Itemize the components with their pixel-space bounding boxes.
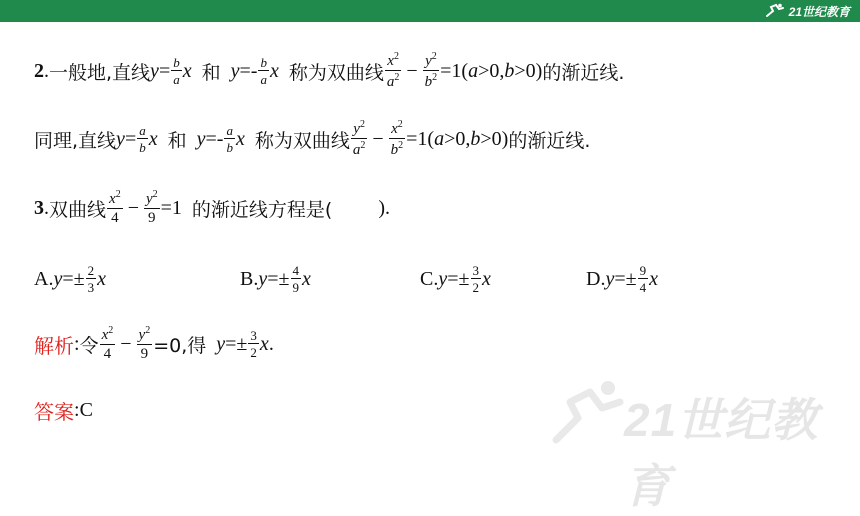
numerator: 2 — [87, 263, 95, 278]
var-y: y — [605, 267, 615, 290]
cond-b: b — [504, 59, 515, 82]
denominator: a — [260, 72, 267, 87]
cond-pre: =1( — [440, 59, 469, 82]
option-label: A. — [34, 267, 54, 290]
option-fraction — [86, 264, 97, 294]
fraction-b-a — [258, 56, 269, 86]
eq: = — [158, 59, 171, 82]
numerator: b — [173, 55, 180, 70]
cond-b: b — [470, 127, 481, 150]
minus: − — [120, 332, 132, 355]
eq-pm: =± — [447, 267, 470, 290]
numerator: 3 — [472, 263, 479, 278]
exponent: 2 — [115, 189, 121, 200]
brand-logo — [764, 2, 850, 20]
option-a[interactable] — [34, 264, 106, 294]
var-x: x — [302, 267, 311, 290]
brand-watermark — [550, 378, 830, 512]
option-label: C. — [420, 267, 439, 290]
numerator: x — [387, 53, 394, 69]
var-y: y — [53, 267, 63, 290]
fraction-y2-9 — [137, 326, 153, 362]
denominator: 4 — [639, 280, 647, 295]
eq: = — [124, 127, 137, 150]
minus: − — [372, 127, 384, 150]
var-x: x — [97, 267, 106, 290]
var-x: x — [235, 127, 245, 150]
option-b[interactable] — [240, 264, 311, 294]
denominator: a — [173, 72, 180, 87]
var-y: y — [150, 59, 159, 82]
numerator: y — [353, 121, 360, 137]
eq-pm: =± — [267, 267, 290, 290]
var-y: y — [216, 332, 226, 355]
denominator: b — [424, 74, 433, 90]
var-y: y — [196, 127, 206, 150]
word-and: 和 — [201, 61, 221, 84]
eq-pm: =± — [614, 267, 637, 290]
denominator: b — [390, 142, 399, 158]
analysis-label: 解析 — [34, 333, 74, 358]
word-and: 和 — [167, 129, 187, 152]
item3-question — [34, 190, 390, 226]
fraction-x2-4 — [100, 326, 116, 362]
var-y: y — [438, 267, 448, 290]
numerator: 3 — [250, 328, 257, 343]
item3-question-text: 的渐近线方程是( — [191, 198, 333, 221]
watermark-brand-text: 21世纪教育 — [624, 394, 819, 512]
item2-line1 — [34, 52, 624, 90]
option-c[interactable] — [420, 264, 491, 294]
minus: − — [127, 196, 139, 219]
var-x: x — [148, 127, 158, 150]
numerator: a — [226, 123, 233, 138]
denominator: a — [352, 142, 361, 158]
fraction-a-b — [137, 124, 148, 154]
item2b-suffix: 的渐近线. — [508, 129, 591, 152]
denominator: 2 — [250, 345, 257, 360]
numerator: 4 — [292, 263, 299, 278]
dot: . — [44, 196, 49, 219]
runner-logo-icon — [764, 3, 786, 19]
denominator: 9 — [148, 210, 156, 226]
close-paren: ). — [378, 196, 391, 219]
exponent: 2 — [397, 119, 403, 130]
eq-neg: =- — [239, 59, 258, 82]
eq-pm: =± — [225, 332, 248, 355]
option-d[interactable] — [586, 264, 658, 294]
option-label: B. — [240, 267, 259, 290]
var-x: x — [482, 267, 491, 290]
minus: − — [406, 59, 418, 82]
var-x: x — [182, 59, 192, 82]
item-number: 3 — [34, 196, 44, 219]
eq-one: =1 — [160, 196, 182, 219]
denominator: 4 — [103, 346, 112, 362]
analysis-line — [34, 326, 274, 362]
numerator: 9 — [639, 263, 647, 278]
var-y: y — [230, 59, 240, 82]
option-label: D. — [586, 267, 606, 290]
colon: : — [74, 332, 80, 355]
cond-end: >0) — [514, 59, 543, 82]
fraction-b-a — [171, 56, 182, 86]
option-fraction — [638, 264, 649, 294]
item3-intro: 双曲线 — [49, 198, 107, 221]
exponent: 2 — [431, 51, 437, 62]
word-called-hyperbola: 称为双曲线 — [254, 129, 350, 152]
var-y: y — [258, 267, 268, 290]
var-x: x — [259, 332, 269, 355]
fraction-y2-b2 — [423, 52, 440, 90]
eq-zero-then: =0,得 — [153, 334, 207, 357]
denominator: 9 — [140, 346, 149, 362]
cond-a: a — [468, 59, 479, 82]
cond-a: a — [434, 127, 445, 150]
exponent: 2 — [360, 140, 366, 151]
numerator: y — [425, 53, 432, 69]
fraction-x2-b2 — [389, 120, 406, 158]
exponent: 2 — [359, 119, 365, 130]
exponent: 2 — [393, 51, 399, 62]
numerator: b — [260, 55, 267, 70]
fraction-x2-4 — [107, 190, 123, 226]
numerator: x — [391, 121, 398, 137]
result-fraction — [248, 329, 259, 359]
answer-line — [34, 396, 93, 425]
eq-pm: =± — [62, 267, 85, 290]
numerator: a — [139, 123, 146, 138]
cond-pre: =1( — [406, 127, 435, 150]
top-banner — [0, 0, 860, 22]
fraction-a-b — [224, 124, 235, 154]
fraction-y2-9 — [144, 190, 160, 226]
runner-watermark-icon — [550, 378, 630, 448]
numerator: y — [138, 327, 146, 343]
dot: . — [44, 59, 49, 82]
exponent: 2 — [432, 72, 438, 83]
item2-suffix: 的渐近线. — [542, 61, 625, 84]
denominator: a — [386, 74, 395, 90]
denominator: b — [139, 140, 146, 155]
exponent: 2 — [152, 189, 158, 200]
numerator: y — [145, 191, 153, 207]
var-x: x — [269, 59, 279, 82]
item2b-intro: 同理,直线 — [34, 129, 117, 152]
exponent: 2 — [108, 325, 114, 336]
exponent: 2 — [398, 140, 404, 151]
fraction-x2-a2 — [385, 52, 402, 90]
denominator: 3 — [87, 280, 95, 295]
exponent: 2 — [145, 325, 151, 336]
denominator: 2 — [472, 280, 479, 295]
denominator: 4 — [111, 210, 119, 226]
brand-logo-text: 21世纪教育 — [788, 4, 850, 19]
numerator: x — [101, 327, 109, 343]
option-fraction — [291, 264, 302, 294]
word-let: 令 — [79, 334, 99, 357]
var-x: x — [649, 267, 658, 290]
exponent: 2 — [394, 72, 400, 83]
period: . — [268, 332, 274, 355]
item2-line2 — [34, 120, 590, 158]
word-called-hyperbola: 称为双曲线 — [288, 61, 384, 84]
numerator: x — [109, 191, 116, 207]
fraction-y2-a2 — [351, 120, 368, 158]
cond-end: >0) — [480, 127, 509, 150]
eq-neg: =- — [205, 127, 224, 150]
colon: : — [74, 399, 80, 421]
denominator: 9 — [292, 280, 299, 295]
cond-mid: >0, — [444, 127, 471, 150]
item-number: 2 — [34, 59, 44, 82]
denominator: b — [226, 140, 233, 155]
var-y: y — [116, 127, 125, 150]
cond-mid: >0, — [478, 59, 505, 82]
item2-intro: 一般地,直线 — [49, 61, 151, 84]
answer-label: 答案 — [34, 400, 74, 424]
option-fraction — [471, 264, 482, 294]
answer-value: C — [79, 399, 93, 421]
